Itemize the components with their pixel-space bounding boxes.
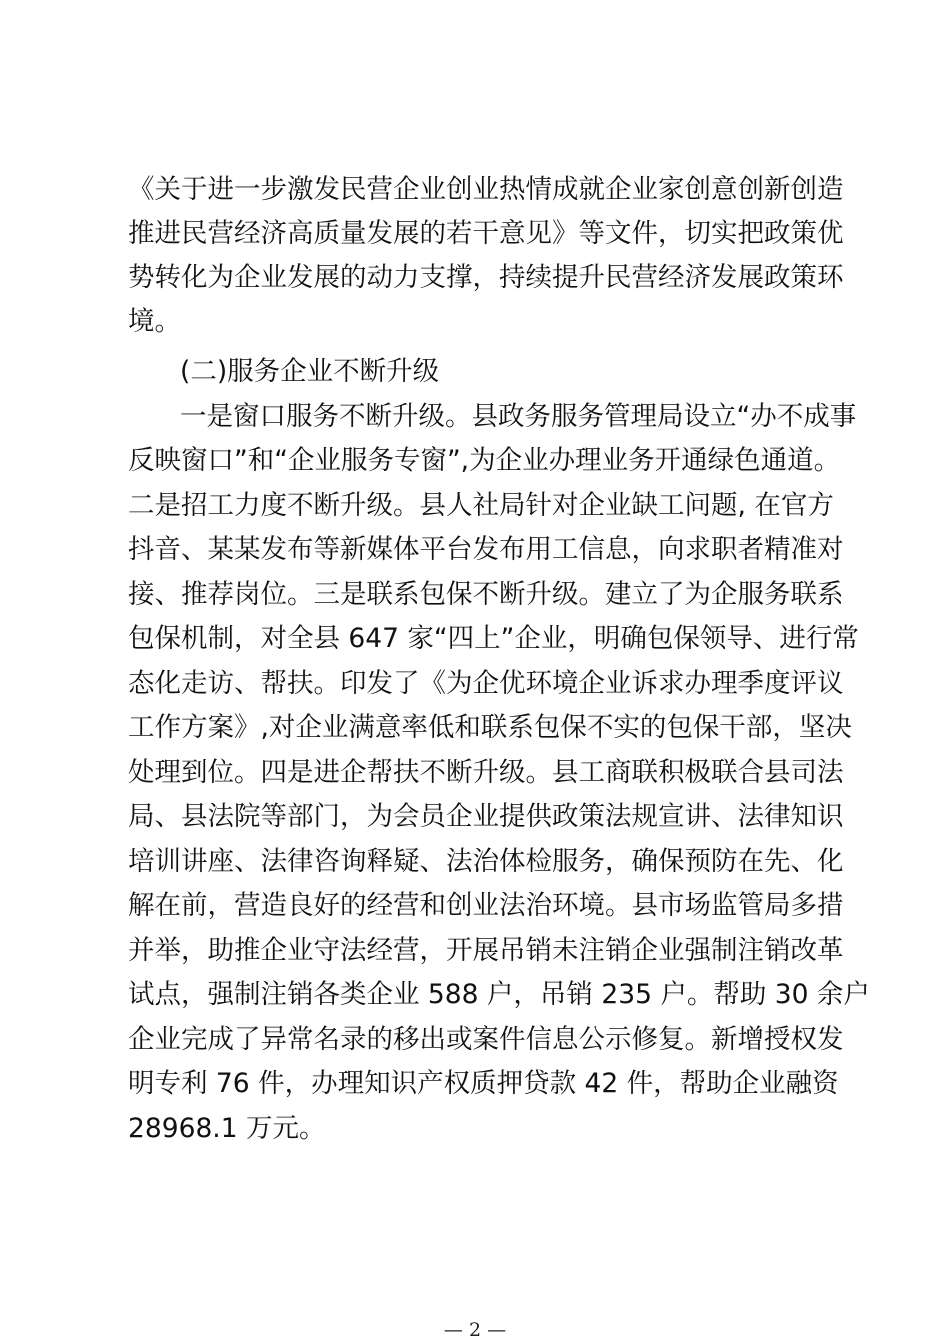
body-line-9: 抖音、某某发布等新媒体平台发布用工信息，向求职者精准对: [128, 534, 844, 565]
body-line-7: 反映窗口”和“企业服务专窗”,为企业办理业务开通绿色通道。: [128, 445, 841, 476]
body-line-11: 包保机制，对全县 647 家“四上”企业，明确包保领导、进行常: [128, 623, 859, 654]
body-line-6: 一是窗口服务不断升级。县政务服务管理局设立“办不成事: [180, 401, 857, 432]
body-line-15: 局、县法院等部门，为会员企业提供政策法规宣讲、法律知识: [128, 801, 844, 832]
body-line-22: 28968.1 万元。: [128, 1113, 326, 1144]
section-heading: (二)服务企业不断升级: [180, 356, 440, 387]
body-line-18: 并举，助推企业守法经营，开展吊销未注销企业强制注销改革: [128, 935, 844, 966]
body-line-10: 接、推荐岗位。三是联系包保不断升级。建立了为企服务联系: [128, 579, 844, 610]
body-line-14: 处理到位。四是进企帮扶不断升级。县工商联积极联合县司法: [128, 757, 844, 788]
body-line-4: 境。: [128, 306, 181, 337]
body-line-16: 培训讲座、法律咨询释疑、法治体检服务，确保预防在先、化: [128, 846, 844, 877]
body-line-17: 解在前，营造良好的经营和创业法治环境。县市场监管局多措: [128, 890, 844, 921]
page-number: — 2 —: [443, 1319, 507, 1341]
body-line-1: 《关于进一步激发民营企业创业热情成就企业家创意创新创造: [128, 174, 844, 205]
body-line-13: 工作方案》,对企业满意率低和联系包保不实的包保干部，坚决: [128, 712, 852, 743]
body-line-21: 明专利 76 件，办理知识产权质押贷款 42 件，帮助企业融资: [128, 1068, 839, 1099]
body-line-12: 态化走访、帮扶。印发了《为企优环境企业诉求办理季度评议: [128, 668, 844, 699]
body-line-3: 势转化为企业发展的动力支撑，持续提升民营经济发展政策环: [128, 262, 844, 293]
body-line-2: 推进民营经济高质量发展的若干意见》等文件，切实把政策优: [128, 218, 844, 249]
body-line-20: 企业完成了异常名录的移出或案件信息公示修复。新增授权发: [128, 1024, 844, 1055]
body-line-8: 二是招工力度不断升级。县人社局针对企业缺工问题, 在官方: [128, 490, 834, 521]
body-line-19: 试点，强制注销各类企业 588 户，吊销 235 户。帮助 30 余户: [128, 979, 870, 1010]
